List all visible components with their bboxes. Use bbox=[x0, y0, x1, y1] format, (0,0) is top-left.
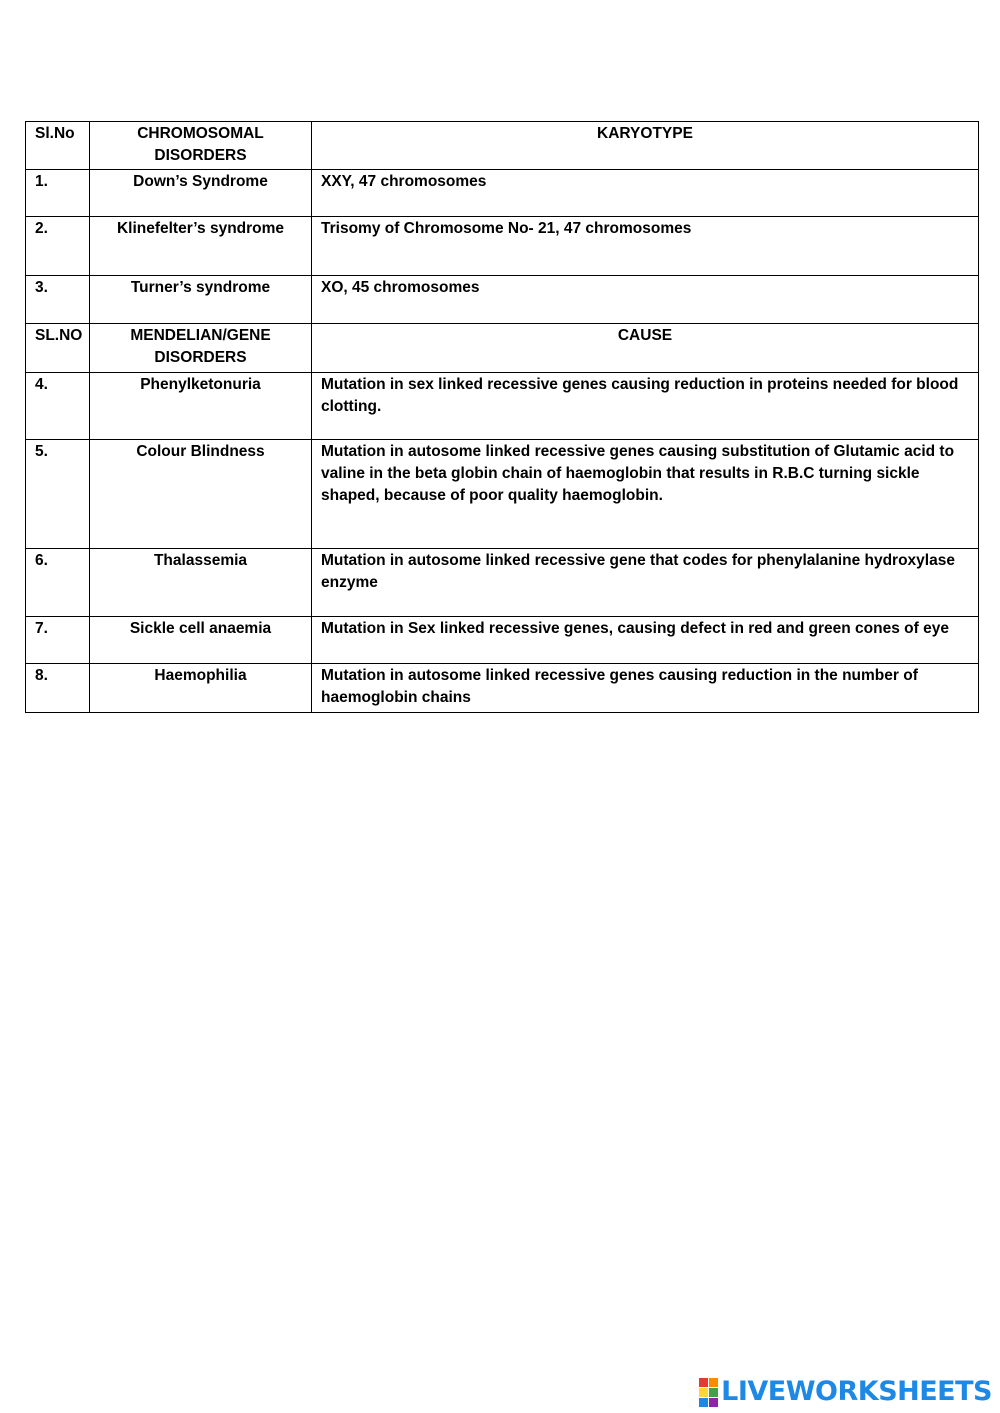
table-row bbox=[26, 276, 979, 324]
logo-mark-icon bbox=[699, 1378, 718, 1407]
disorder-name: Colour Blindness bbox=[90, 440, 312, 549]
chromosomal-header-row bbox=[26, 122, 979, 170]
row-number: 3. bbox=[26, 276, 90, 324]
header-karyotype: KARYOTYPE bbox=[312, 122, 979, 170]
logo-square bbox=[709, 1388, 718, 1397]
logo-text: LIVEWORKSHEETS bbox=[721, 1376, 992, 1407]
logo-square bbox=[699, 1398, 708, 1407]
disorder-name: Phenylketonuria bbox=[90, 373, 312, 440]
header-mendelian-disorders: MENDELIAN/GENE DISORDERS bbox=[90, 324, 312, 373]
disorder-cause: Mutation in Sex linked recessive genes, causing defect in red and green cones of eye bbox=[312, 617, 979, 664]
liveworksheets-logo bbox=[699, 1377, 992, 1407]
disorder-name: Turner’s syndrome bbox=[90, 276, 312, 324]
mendelian-header-row bbox=[26, 324, 979, 373]
header-sl-no: Sl.No bbox=[26, 122, 90, 170]
row-number: 7. bbox=[26, 617, 90, 664]
logo-square bbox=[699, 1378, 708, 1387]
row-number: 6. bbox=[26, 549, 90, 617]
disorder-name: Haemophilia bbox=[90, 664, 312, 713]
disorder-cause: Mutation in sex linked recessive genes causing reduction in proteins needed for blood clotting. bbox=[312, 373, 979, 440]
disorder-description: XXY, 47 chromosomes bbox=[312, 170, 979, 217]
table-row bbox=[26, 617, 979, 664]
logo-square bbox=[709, 1398, 718, 1407]
table-row bbox=[26, 170, 979, 217]
logo-square bbox=[709, 1378, 718, 1387]
header-cause: CAUSE bbox=[312, 324, 979, 373]
disorder-description: Trisomy of Chromosome No- 21, 47 chromosomes bbox=[312, 217, 979, 276]
disorder-cause: Mutation in autosome linked recessive gene that codes for phenylalanine hydroxylase enzyme bbox=[312, 549, 979, 617]
header-chromosomal-disorders: CHROMOSOMAL DISORDERS bbox=[90, 122, 312, 170]
header-sl-no: SL.NO bbox=[26, 324, 90, 373]
row-number: 4. bbox=[26, 373, 90, 440]
disorder-name: Klinefelter’s syndrome bbox=[90, 217, 312, 276]
row-number: 2. bbox=[26, 217, 90, 276]
table-row bbox=[26, 217, 979, 276]
disorder-description: XO, 45 chromosomes bbox=[312, 276, 979, 324]
disorder-name: Down’s Syndrome bbox=[90, 170, 312, 217]
row-number: 8. bbox=[26, 664, 90, 713]
row-number: 1. bbox=[26, 170, 90, 217]
disorder-cause: Mutation in autosome linked recessive genes causing reduction in the number of haemoglobin chains bbox=[312, 664, 979, 713]
disorder-name: Sickle cell anaemia bbox=[90, 617, 312, 664]
logo-square bbox=[699, 1388, 708, 1397]
disorders-table bbox=[25, 121, 979, 713]
table-row bbox=[26, 549, 979, 617]
table-row bbox=[26, 373, 979, 440]
table-row bbox=[26, 664, 979, 713]
disorder-name: Thalassemia bbox=[90, 549, 312, 617]
disorder-cause: Mutation in autosome linked recessive genes causing substitution of Glutamic acid to valine in the beta globin chain of haemoglobin that results in R.B.C turning sickle shaped, because of poor quality haemoglobin. bbox=[312, 440, 979, 549]
table-row bbox=[26, 440, 979, 549]
row-number: 5. bbox=[26, 440, 90, 549]
